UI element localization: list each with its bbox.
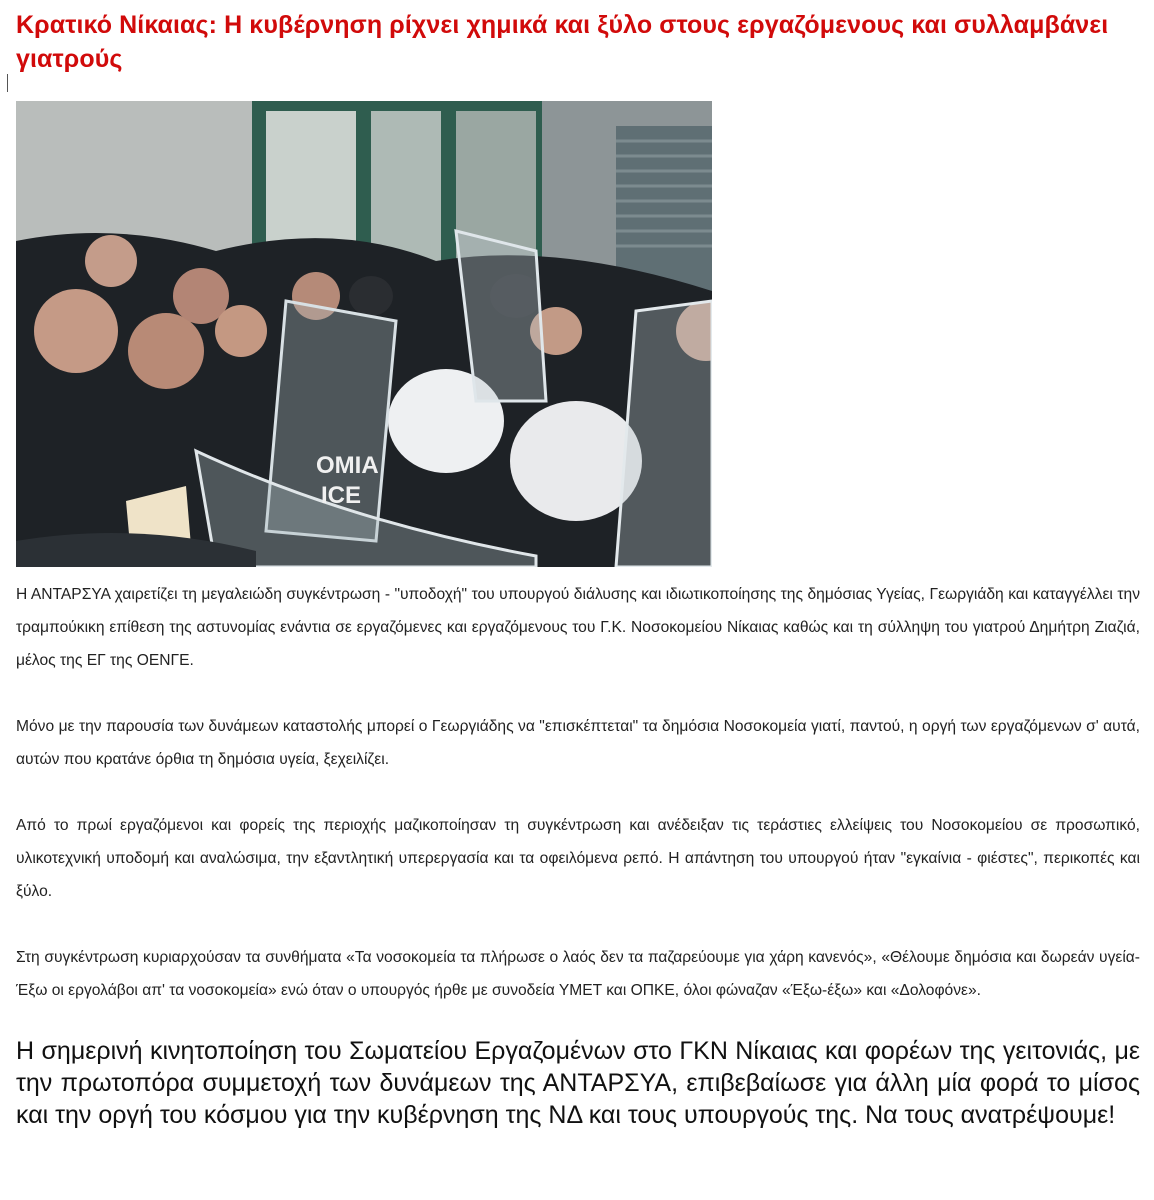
article-paragraph-1[interactable]: Η ΑΝΤΑΡΣΥΑ χαιρετίζει τη μεγαλειώδη συγκέντρωση - "υποδοχή" του υπουργού διάλυσης και ιδιωτικοποίησης της δημόσιας Υγείας, Γεωργιάδη και καταγγέλλει την τραμπούκικη επίθεση της αστυνομίας ενάντια σε εργαζόμενες και εργαζόμενους του Γ.Κ. Νοσοκομείου Νίκαιας καθώς και τη σύλληψη του γιατρού Δημήτρη Ζιαζιά, μέλος της ΕΓ της ΟΕΝΓΕ. xyxy=(16,586,1140,669)
protest-photo-illustration xyxy=(16,101,712,567)
closing-statement[interactable]: Η σημερινή κινητοποίηση του Σωματείου Εργαζομένων στο ΓΚΝ Νίκαιας και φορέων της γειτονιάς, με την πρωτοπόρα συμμετοχή των δυνάμεων της ΑΝΤΑΡΣΥΑ, επιβεβαίωσε για άλλη μία φορά το μίσος και την οργή του κόσμου για την κυβέρνηση της ΝΔ και τους υπουργούς της. Να τους ανατρέψουμε! xyxy=(16,1037,1140,1129)
article-headline[interactable]: Κρατικό Νίκαιας: Η κυβέρνηση ρίχνει χημικά και ξύλο στους εργαζόμενους και συλλαμβάνει γιατρούς xyxy=(16,11,1109,73)
shield-text-top: ΟΜΙΑ xyxy=(316,452,379,479)
left-edge-mark xyxy=(7,74,8,92)
shield-text-bottom: ICE xyxy=(321,482,362,509)
article-paragraph-2[interactable]: Μόνο με την παρουσία των δυνάμεων καταστολής μπορεί ο Γεωργιάδης να "επισκέπτεται" τα δημόσια Νοσοκομεία γιατί, παντού, η οργή των εργαζόμενων σ' αυτά, αυτών που κρατάνε όρθια τη δημόσια υγεία, ξεχειλίζει. xyxy=(16,718,1140,768)
article-photo xyxy=(16,101,712,567)
article xyxy=(16,8,1140,1131)
article-paragraph-4[interactable]: Στη συγκέντρωση κυριαρχούσαν τα συνθήματα «Τα νοσοκομεία τα πλήρωσε ο λαός δεν τα παζαρεύουμε για χάρη κανενός», «Θέλουμε δημόσια και δωρεάν υγεία- Έξω οι εργολάβοι απ' τα νοσοκομεία» ενώ όταν ο υπουργός ήρθε με συνοδεία ΥΜΕΤ και ΟΠΚΕ, όλοι φώναζαν «Έξω-έξω» και «Δολοφόνε». xyxy=(16,949,1140,999)
article-paragraph-3[interactable]: Από το πρωί εργαζόμενοι και φορείς της περιοχής μαζικοποίησαν τη συγκέντρωση και ανέδειξαν τις τεράστιες ελλείψεις του Νοσοκομείου σε προσωπικό, υλικοτεχνική υποδομή και αναλώσιμα, την εξαντλητική υπερεργασία και τα οφειλόμενα ρεπό. Η απάντηση του υπουργού ήταν "εγκαίνια - φιέστες", περικοπές και ξύλο. xyxy=(16,817,1140,900)
